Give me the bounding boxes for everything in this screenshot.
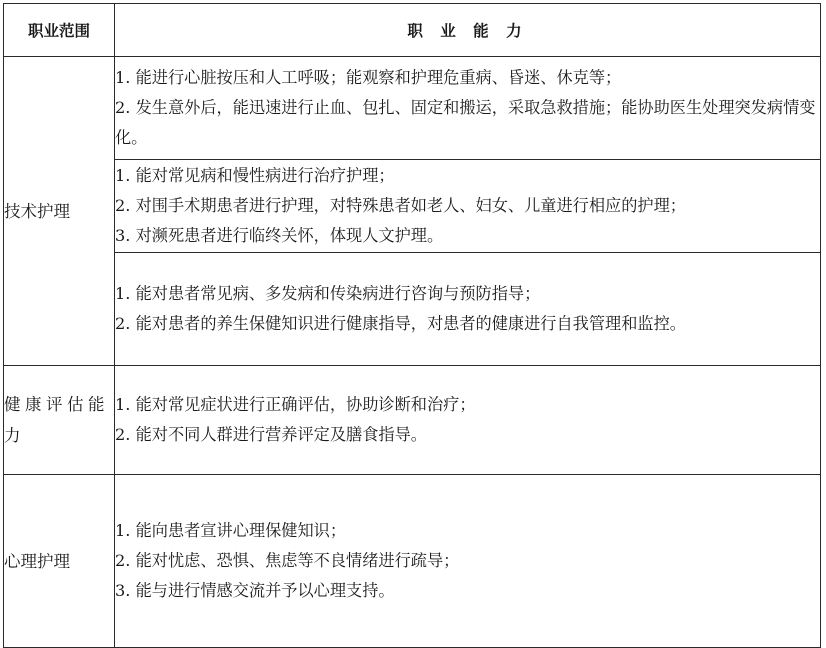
ability-item: 2. 能对不同人群进行营养评定及膳食指导。 [115, 425, 427, 444]
table-row [4, 57, 821, 160]
ability-item: 3. 能与进行情感交流并予以心理支持。 [115, 581, 395, 600]
ability-item: 1. 能对患者常见病、多发病和传染病进行咨询与预防指导； [115, 284, 541, 303]
ability-item: 2. 对围手术期患者进行护理，对特殊患者如老人、妇女、儿童进行相应的护理； [115, 196, 686, 215]
ability-cell [115, 253, 821, 366]
ability-item: 3. 对濒死患者进行临终关怀，体现人文护理。 [115, 226, 444, 245]
ability-item: 2. 发生意外后，能迅速进行止血、包扎、固定和搬运，采取急救措施；能协助医生处理突发病情变化。 [115, 98, 816, 147]
table-row [4, 366, 821, 475]
competency-table [3, 3, 821, 648]
scope-cell-technical: 技术护理 [4, 57, 115, 366]
ability-cell [115, 366, 821, 475]
ability-cell [115, 160, 821, 253]
ability-item: 1. 能进行心脏按压和人工呼吸；能观察和护理危重病、昏迷、休克等； [115, 68, 622, 87]
header-scope: 职业范围 [4, 4, 115, 57]
ability-item: 2. 能对患者的养生保健知识进行健康指导，对患者的健康进行自我管理和监控。 [115, 314, 686, 333]
scope-cell-psychological: 心理护理 [4, 475, 115, 648]
table-row [4, 160, 821, 253]
ability-item: 1. 能对常见病和慢性病进行治疗护理； [115, 166, 395, 185]
scope-cell-assessment [4, 366, 115, 475]
ability-item: 2. 能对忧虑、恐惧、焦虑等不良情绪进行疏导； [115, 551, 460, 570]
ability-cell [115, 475, 821, 648]
scope-label: 健康评估能力 [4, 395, 109, 445]
table-row [4, 253, 821, 366]
ability-item: 1. 能向患者宣讲心理保健知识； [115, 521, 347, 540]
ability-item: 1. 能对常见症状进行正确评估，协助诊断和治疗； [115, 395, 476, 414]
ability-cell [115, 57, 821, 160]
header-ability: 职 业 能 力 [115, 4, 821, 57]
table-row [4, 475, 821, 648]
header-row [4, 4, 821, 57]
